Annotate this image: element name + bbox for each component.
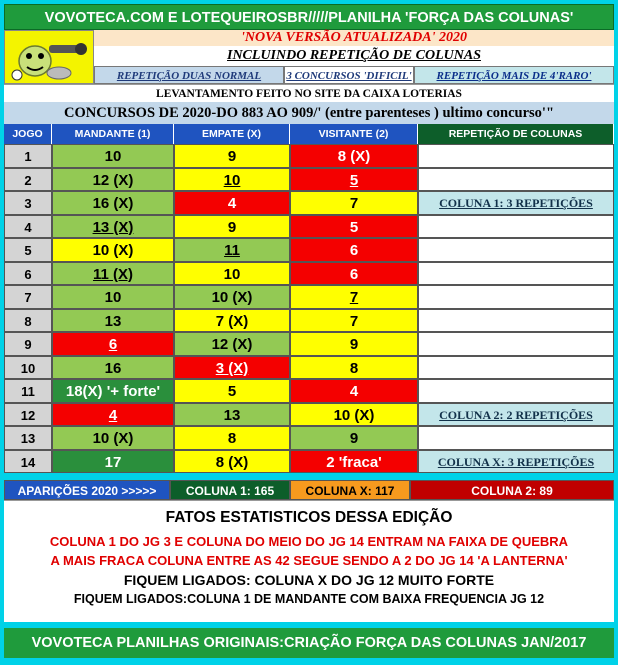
cell-visitante: 10 (X) — [290, 403, 418, 427]
cell-visitante: 6 — [290, 262, 418, 286]
appearances-colx: COLUNA X: 117 — [290, 480, 410, 500]
cell-repeticao — [418, 144, 614, 168]
cell-mandante: 16 (X) — [52, 191, 174, 215]
cell-repeticao — [418, 379, 614, 403]
cell-empate: 10 (X) — [174, 285, 290, 309]
table-row — [4, 379, 614, 403]
cell-jogo: 6 — [4, 262, 52, 286]
cell-mandante: 18(X) '+ forte' — [52, 379, 174, 403]
cell-mandante: 12 (X) — [52, 168, 174, 192]
cell-mandante: 10 (X) — [52, 238, 174, 262]
cell-visitante: 9 — [290, 426, 418, 450]
cell-visitante: 9 — [290, 332, 418, 356]
survey-note: LEVANTAMENTO FEITO NO SITE DA CAIXA LOTERIAS — [4, 84, 614, 102]
fact-line: FIQUEM LIGADOS:COLUNA 1 DE MANDANTE COM BAIXA FREQUENCIA JG 12 — [73, 592, 545, 606]
cell-visitante: 4 — [290, 379, 418, 403]
table-row — [4, 215, 614, 239]
mascot-icon — [5, 31, 93, 83]
cell-jogo: 5 — [4, 238, 52, 262]
table-row — [4, 356, 614, 380]
cell-repeticao — [418, 356, 614, 380]
cell-jogo: 4 — [4, 215, 52, 239]
table-row — [4, 450, 614, 474]
appearances-col1: COLUNA 1: 165 — [170, 480, 290, 500]
cell-empate: 10 — [174, 168, 290, 192]
cell-visitante: 7 — [290, 285, 418, 309]
cell-visitante: 8 (X) — [290, 144, 418, 168]
contests-range: CONCURSOS DE 2020-DO 883 AO 909/' (entre parenteses ) ultimo concurso'" — [4, 102, 614, 124]
cell-jogo: 9 — [4, 332, 52, 356]
table-row — [4, 332, 614, 356]
cell-jogo: 3 — [4, 191, 52, 215]
table-row — [4, 191, 614, 215]
cell-visitante: 5 — [290, 215, 418, 239]
cell-visitante: 7 — [290, 309, 418, 333]
cell-empate: 9 — [174, 144, 290, 168]
cell-mandante: 10 (X) — [52, 426, 174, 450]
cell-jogo: 8 — [4, 309, 52, 333]
cell-jogo: 14 — [4, 450, 52, 474]
cell-jogo: 11 — [4, 379, 52, 403]
cell-mandante: 10 — [52, 144, 174, 168]
col-header-repeticao: REPETIÇÃO DE COLUNAS — [418, 124, 614, 144]
cell-jogo: 7 — [4, 285, 52, 309]
cell-jogo: 12 — [4, 403, 52, 427]
logo — [4, 30, 94, 84]
cell-mandante: 11 (X) — [52, 262, 174, 286]
legend-dificil: 3 CONCURSOS 'DIFICIL' — [284, 66, 414, 84]
cell-repeticao: COLUNA X: 3 REPETIÇÕES — [418, 450, 614, 474]
cell-repeticao — [418, 262, 614, 286]
col-header-mandante: MANDANTE (1) — [52, 124, 174, 144]
table-row — [4, 168, 614, 192]
fact-line: COLUNA 1 DO JG 3 E COLUNA DO MEIO DO JG 14 ENTRAM NA FAIXA DE QUEBRA — [49, 534, 569, 549]
cell-mandante: 6 — [52, 332, 174, 356]
cell-repeticao — [418, 309, 614, 333]
fact-line: A MAIS FRACA COLUNA ENTRE AS 42 SEGUE SENDO A 2 DO JG 14 'A LANTERNA' — [50, 553, 568, 568]
cell-repeticao — [418, 426, 614, 450]
legend-normal: REPETIÇÃO DUAS NORMAL — [94, 66, 284, 84]
table-row — [4, 426, 614, 450]
appearances-label: APARIÇÕES 2020 >>>>> — [4, 480, 170, 500]
cell-repeticao: COLUNA 1: 3 REPETIÇÕES — [418, 191, 614, 215]
cell-jogo: 2 — [4, 168, 52, 192]
col-header-empate: EMPATE (X) — [174, 124, 290, 144]
cell-repeticao — [418, 215, 614, 239]
table-row — [4, 238, 614, 262]
cell-jogo: 1 — [4, 144, 52, 168]
cell-repeticao — [418, 285, 614, 309]
table-row — [4, 309, 614, 333]
cell-empate: 8 — [174, 426, 290, 450]
cell-jogo: 13 — [4, 426, 52, 450]
fact-line: FIQUEM LIGADOS: COLUNA X DO JG 12 MUITO FORTE — [123, 572, 495, 588]
table-row — [4, 144, 614, 168]
table-row — [4, 262, 614, 286]
cell-empate: 3 (X) — [174, 356, 290, 380]
cell-mandante: 16 — [52, 356, 174, 380]
cell-empate: 9 — [174, 215, 290, 239]
cell-repeticao — [418, 168, 614, 192]
cell-empate: 5 — [174, 379, 290, 403]
cell-visitante: 2 'fraca' — [290, 450, 418, 474]
cell-visitante: 5 — [290, 168, 418, 192]
footer-bar: VOVOTECA PLANILHAS ORIGINAIS:CRIAÇÃO FORÇA DAS COLUNAS JAN/2017 — [4, 628, 614, 658]
cell-visitante: 8 — [290, 356, 418, 380]
appearances-col2: COLUNA 2: 89 — [410, 480, 614, 500]
cell-visitante: 7 — [290, 191, 418, 215]
table-row — [4, 285, 614, 309]
legend-raro: REPETIÇÃO MAIS DE 4'RARO' — [414, 66, 614, 84]
cell-empate: 8 (X) — [174, 450, 290, 474]
cell-empate: 10 — [174, 262, 290, 286]
subtitle: INCLUINDO REPETIÇÃO DE COLUNAS — [94, 46, 614, 66]
cell-mandante: 13 (X) — [52, 215, 174, 239]
cell-visitante: 6 — [290, 238, 418, 262]
top-title-bar: VOVOTECA.COM E LOTEQUEIROSBR/////PLANILHA 'FORÇA DAS COLUNAS' — [4, 4, 614, 30]
facts-title: FATOS ESTATISTICOS DESSA EDIÇÃO — [165, 509, 453, 526]
cell-jogo: 10 — [4, 356, 52, 380]
cell-repeticao: COLUNA 2: 2 REPETIÇÕES — [418, 403, 614, 427]
cell-empate: 12 (X) — [174, 332, 290, 356]
cell-empate: 11 — [174, 238, 290, 262]
cell-repeticao — [418, 238, 614, 262]
table-row — [4, 403, 614, 427]
cell-mandante: 17 — [52, 450, 174, 474]
cell-empate: 4 — [174, 191, 290, 215]
cell-empate: 13 — [174, 403, 290, 427]
col-header-visitante: VISITANTE (2) — [290, 124, 418, 144]
cell-repeticao — [418, 332, 614, 356]
col-header-jogo: JOGO — [4, 124, 52, 144]
cell-empate: 7 (X) — [174, 309, 290, 333]
version-title: 'NOVA VERSÃO ATUALIZADA' 2020 — [94, 30, 614, 46]
cell-mandante: 4 — [52, 403, 174, 427]
cell-mandante: 13 — [52, 309, 174, 333]
cell-mandante: 10 — [52, 285, 174, 309]
